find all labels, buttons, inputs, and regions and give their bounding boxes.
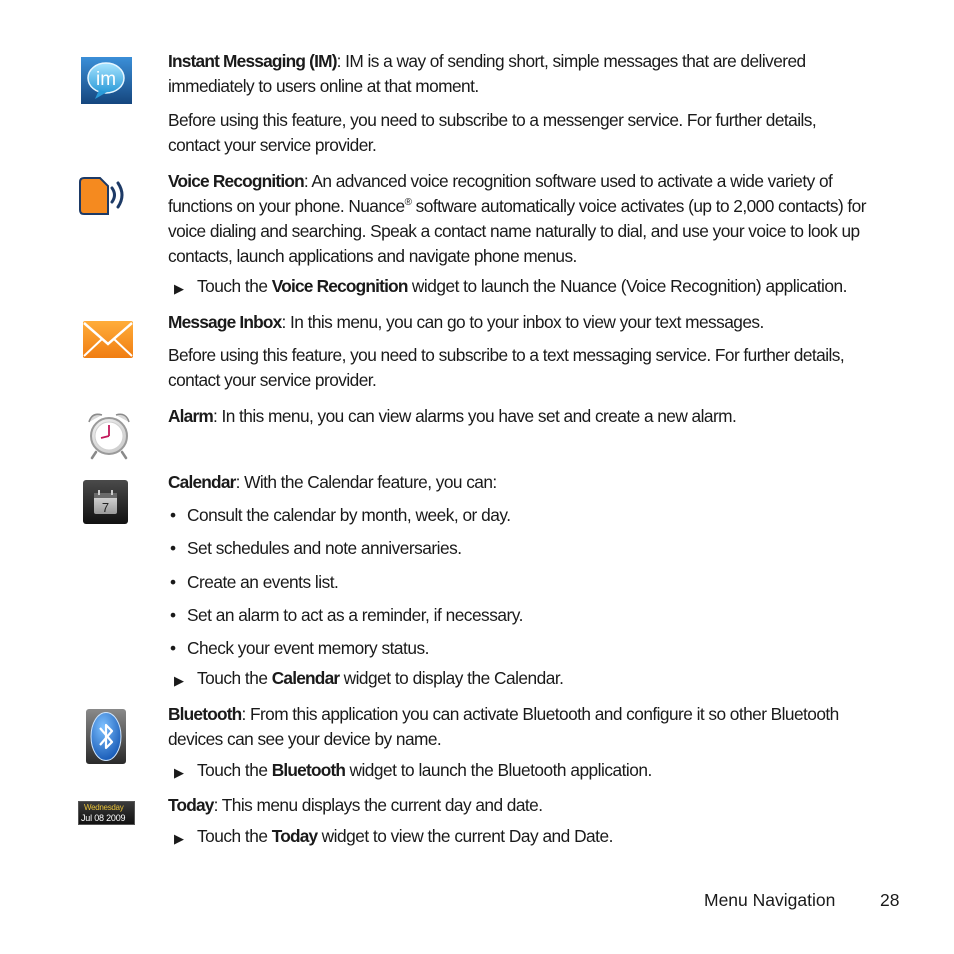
today-icon-date: Jul 08 2009: [81, 813, 126, 823]
list-item: • Check your event memory status.: [170, 638, 429, 658]
im-icon: [81, 57, 132, 104]
bluetooth-paragraph: Bluetooth: From this application you can activate Bluetooth and configure it so other Bluetooth devices can see your device by name.: [168, 704, 839, 749]
im-title: Instant Messaging (IM): [168, 51, 337, 71]
arrow-icon: ▶: [174, 765, 184, 780]
list-item: • Consult the calendar by month, week, or day.: [170, 505, 511, 525]
bluetooth-title: Bluetooth: [168, 704, 242, 724]
alarm-clock-icon: [86, 410, 132, 460]
envelope-icon: [82, 320, 134, 359]
inbox-paragraph-2: Before using this feature, you need to subscribe to a text messaging service. For further details, contact your service provider.: [168, 345, 845, 390]
footer-section-name: Menu Navigation: [704, 890, 836, 910]
voice-paragraph: Voice Recognition: An advanced voice recognition software used to activate a wide variety of functions on your phone. Nuance® software automatically voice activates (up to 2,000 contacts) for voice dialing and searching. Speak a contact name naturally to dial, and use your voice to look up contacts, launch applications and navigate phone menus.: [168, 171, 866, 266]
list-item: • Set schedules and note anniversaries.: [170, 538, 462, 558]
list-item: • Set an alarm to act as a reminder, if necessary.: [170, 605, 523, 625]
im-paragraph-1: Instant Messaging (IM): IM is a way of sending short, simple messages that are delivered immediately to users online at that moment.: [168, 51, 806, 96]
arrow-icon: ▶: [174, 831, 184, 846]
calendar-icon: [83, 480, 128, 524]
bluetooth-step: ▶ Touch the Bluetooth widget to launch the Bluetooth application.: [174, 758, 652, 784]
svg-text:7: 7: [101, 500, 110, 515]
list-item: • Create an events list.: [170, 572, 339, 592]
voice-step: ▶ Touch the Voice Recognition widget to launch the Nuance (Voice Recognition) application.: [174, 274, 847, 300]
today-widget-icon: [78, 801, 135, 825]
today-step: ▶ Touch the Today widget to view the current Day and Date.: [174, 824, 613, 850]
svg-text:im: im: [95, 69, 117, 90]
page-number: 28: [880, 890, 900, 910]
im-paragraph-2: Before using this feature, you need to subscribe to a messenger service. For further details, contact your service provider.: [168, 110, 817, 155]
calendar-title: Calendar: [168, 472, 236, 492]
voice-title: Voice Recognition: [168, 171, 304, 191]
voice-recognition-icon: [78, 174, 132, 218]
bluetooth-icon: [86, 709, 126, 764]
alarm-paragraph: Alarm: In this menu, you can view alarms you have set and create a new alarm.: [168, 406, 737, 426]
inbox-title: Message Inbox: [168, 312, 282, 332]
today-icon-day: Wednesday: [84, 803, 124, 812]
alarm-title: Alarm: [168, 406, 213, 426]
arrow-icon: ▶: [174, 673, 184, 688]
calendar-step: ▶ Touch the Calendar widget to display the Calendar.: [174, 666, 563, 692]
today-title: Today: [168, 795, 214, 815]
arrow-icon: ▶: [174, 281, 184, 296]
today-paragraph: Today: This menu displays the current day and date.: [168, 795, 543, 815]
calendar-paragraph: Calendar: With the Calendar feature, you can:: [168, 472, 497, 492]
inbox-paragraph-1: Message Inbox: In this menu, you can go to your inbox to view your text messages.: [168, 312, 764, 332]
